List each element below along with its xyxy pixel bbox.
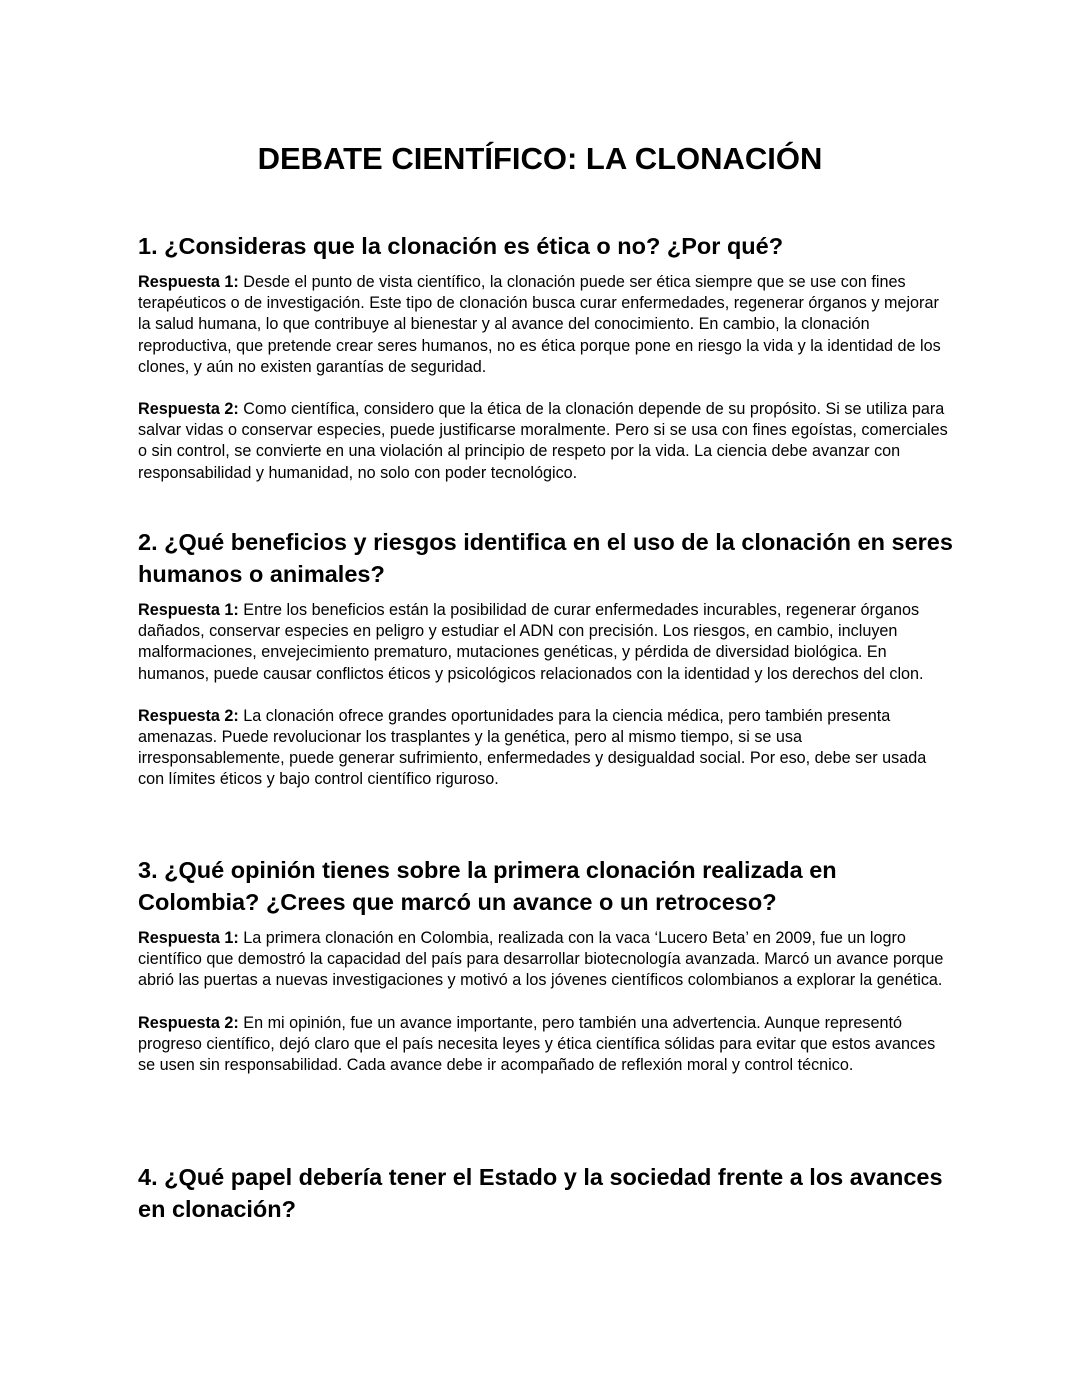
answer-paragraph — [138, 272, 953, 378]
answer-label: Respuesta 2: — [138, 400, 239, 419]
answer-text: La clonación ofrece grandes oportunidades para la ciencia médica, pero también presenta amenazas. Puede revolucionar los trasplantes y la genética, pero al mismo tiempo, si se usa irresponsablemente, puede generar sufrimiento, enfermedades y desigualdad social. Por eso, debe ser usada con límites éticos y bajo control científico riguroso. — [138, 706, 927, 789]
answer-label: Respuesta 1: — [138, 929, 239, 947]
section-1 — [138, 230, 953, 484]
answer-paragraph — [138, 1013, 953, 1077]
section-4 — [138, 1161, 953, 1225]
question-heading: 1. ¿Consideras que la clonación es ética o no? ¿Por qué? — [138, 233, 784, 259]
answer-paragraph — [138, 399, 953, 484]
answer-label: Respuesta 1: — [138, 273, 239, 291]
answer-paragraph — [138, 600, 953, 685]
question-heading: 4. ¿Qué papel debería tener el Estado y la sociedad frente a los avances en clonación? — [138, 1164, 943, 1222]
question-heading: 2. ¿Qué beneficios y riesgos identifica en el uso de la clonación en seres humanos o animales? — [138, 529, 953, 587]
answer-label: Respuesta 2: — [138, 1013, 239, 1032]
question-heading: 3. ¿Qué opinión tienes sobre la primera clonación realizada en Colombia? ¿Crees que marcó un avance o un retroceso? — [138, 857, 837, 915]
answer-text: La primera clonación en Colombia, realizada con la vaca ‘Lucero Beta’ en 2009, fue un logro científico que demostró la capacidad del país para desarrollar biotecnología avanzada. Marcó un avance porque abrió las puertas a nuevas investigaciones y motivó a los jóvenes científicos colombianos a explorar la genética. — [138, 929, 944, 990]
answer-paragraph — [138, 706, 953, 791]
section-3 — [138, 854, 953, 1076]
section-2 — [138, 526, 953, 791]
answer-label: Respuesta 2: — [138, 706, 239, 725]
answer-label: Respuesta 1: — [138, 601, 239, 619]
answer-text: En mi opinión, fue un avance importante, pero también una advertencia. Aunque representó progreso científico, dejó claro que el país necesita leyes y ética científica sólidas para evitar que estos avances se usen sin responsabilidad. Cada avance debe ir acompañado de reflexión moral y control técnico. — [138, 1013, 936, 1075]
answer-text: Entre los beneficios están la posibilidad de curar enfermedades incurables, regenerar órganos dañados, conservar especies en peligro y estudiar el ADN con precisión. Los riesgos, en cambio, incluyen malformaciones, envejecimiento prematuro, mutaciones genéticas, y pérdida de diversidad biológica. En humanos, puede causar conflictos éticos y psicológicos relacionados con la identidad y los derechos del clon. — [138, 601, 924, 683]
answer-text: Desde el punto de vista científico, la clonación puede ser ética siempre que se use con fines terapéuticos o de investigación. Este tipo de clonación busca curar enfermedades, regenerar órganos y mejorar la salud humana, lo que contribuye al bienestar y al avance del conocimiento. En cambio, la clonación reproductiva, que pretende crear seres humanos, no es ética porque pone en riesgo la vida y la identidad de los clones, y aún no existen garantías de seguridad. — [138, 273, 941, 376]
answer-paragraph — [138, 928, 953, 992]
document-title: DEBATE CIENTÍFICO: LA CLONACIÓN — [257, 141, 823, 176]
answer-text: Como científica, considero que la ética de la clonación depende de su propósito. Si se utiliza para salvar vidas o conservar especies, puede justificarse moralmente. Pero si se usa con fines egoístas, comerciales o sin control, se convierte en una violación al principio de respeto por la vida. La ciencia debe avanzar con responsabilidad y humanidad, no solo con poder tecnológico. — [138, 400, 948, 482]
